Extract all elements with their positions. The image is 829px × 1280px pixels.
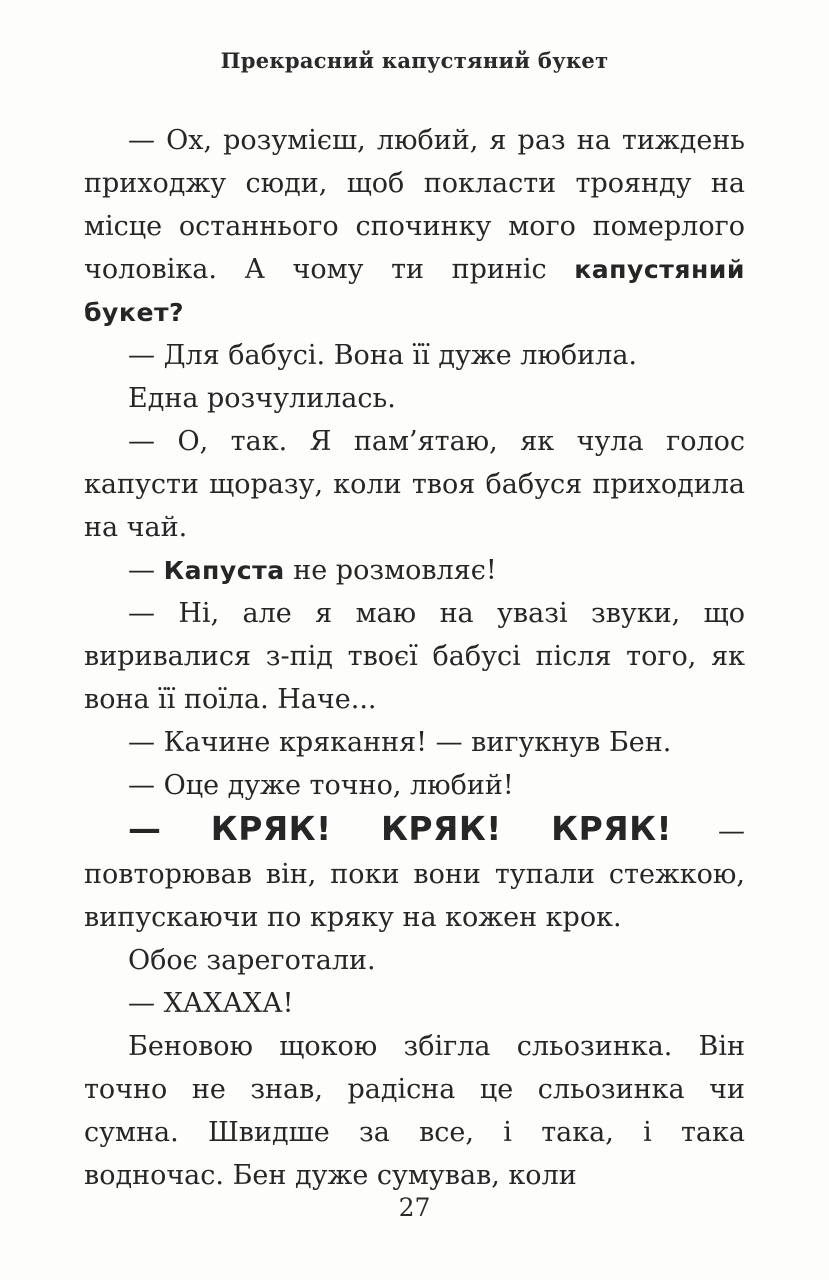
paragraph	[84, 334, 745, 377]
paragraph	[84, 549, 745, 592]
body-text-segment: — повторював він, поки вони тупали стежкою, випускаючи по кряку на кожен крок.	[84, 816, 745, 933]
paragraph	[84, 119, 745, 334]
body-text-segment: — Качине крякання! — вигукнув Бен.	[128, 727, 672, 758]
paragraph	[84, 1025, 745, 1197]
display-text-segment: капустяний букет?	[84, 255, 745, 327]
paragraph	[84, 592, 745, 721]
page-title: Прекрасний капустяний букет	[220, 48, 609, 73]
body-text-segment: не розмовляє!	[284, 555, 497, 586]
body-text-segment: — О, так. Я пам’ятаю, як чула голос капусти щоразу, коли твоя бабуся приходила на чай.	[84, 426, 745, 543]
display-text-segment: Капуста	[163, 556, 285, 585]
paragraph	[84, 939, 745, 982]
body-text-segment: —	[128, 555, 164, 586]
body-text-segment: Беновою щокою збігла сльозинка. Він точно не знав, радісна це сльозинка чи сумна. Швидше за все, і така, і така водночас. Бен дуже сумував, коли	[84, 1031, 745, 1191]
text-block	[84, 119, 745, 1197]
display-text-segment: — КРЯК! КРЯК! КРЯК!	[128, 809, 672, 848]
paragraph	[84, 982, 745, 1025]
body-text-segment: — ХАХАХА!	[128, 988, 294, 1019]
paragraph	[84, 807, 745, 939]
page-number: 27	[398, 1193, 431, 1222]
body-text-segment: — Оце дуже точно, любий!	[128, 770, 514, 801]
body-text-segment: — Для бабусі. Вона її дуже любила.	[128, 340, 637, 371]
body-text-segment: — Ох, розумієш, любий, я раз на тиждень приходжу сюди, щоб покласти троянду на місце останнього спочинку мого померлого чоловіка. А чому ти приніс	[84, 125, 745, 285]
paragraph	[84, 764, 745, 807]
paragraph	[84, 420, 745, 549]
body-text-segment: Обоє зареготали.	[128, 945, 376, 976]
paragraph	[84, 377, 745, 420]
body-text-segment: Една розчулилась.	[128, 383, 396, 414]
body-text-segment: — Ні, але я маю на увазі звуки, що виривалися з-під твоєї бабусі після того, як вона її поїла. Наче...	[84, 598, 745, 715]
paragraph	[84, 721, 745, 764]
